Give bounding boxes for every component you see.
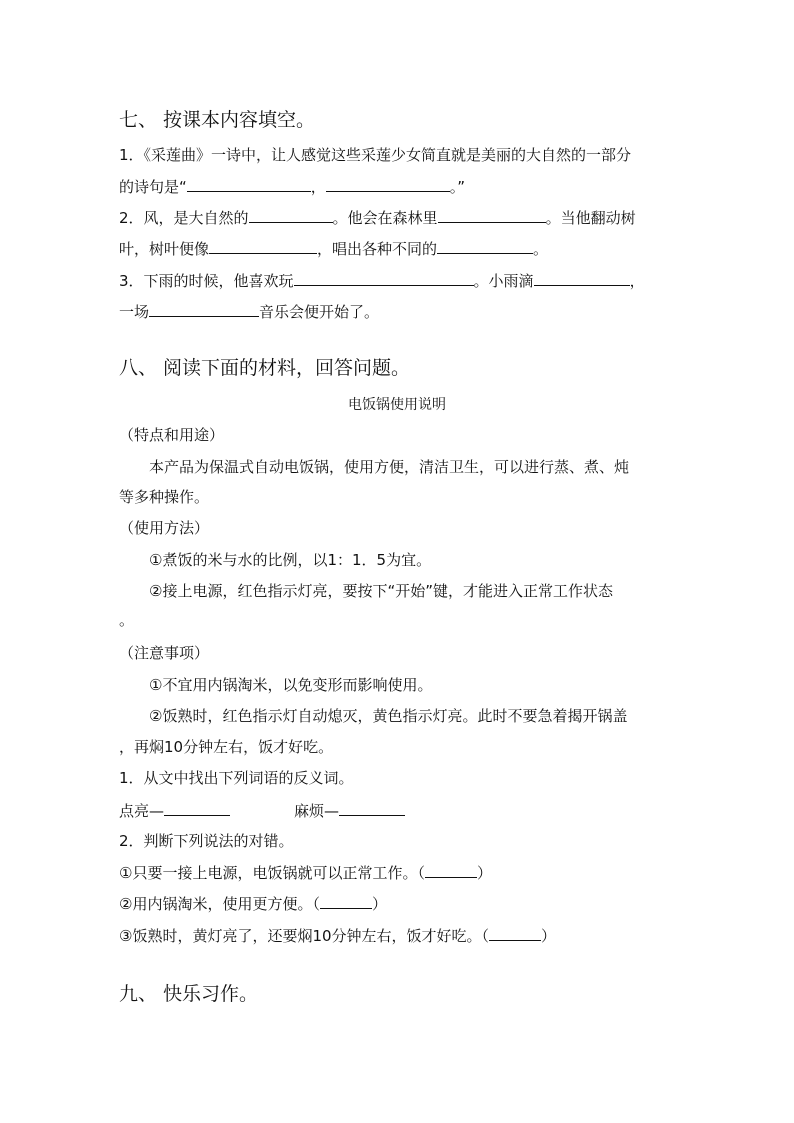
section7-q3-line2: [119, 301, 379, 322]
notes-heading: （注意事项）: [119, 644, 210, 662]
fill-blank[interactable]: [438, 207, 546, 223]
text: 叶，树叶便像: [119, 240, 210, 258]
text: ）: [371, 895, 387, 913]
usage-item-1: ①煮饭的米与水的比例，以1：1．5为宜。: [149, 551, 432, 569]
features-text-2: 等多种操作。: [119, 488, 210, 506]
note-item-2: ②饭熟时，红色指示灯自动熄灭，黄色指示灯亮。此时不要急着揭开锅盖: [149, 707, 628, 725]
fill-blank[interactable]: [534, 270, 630, 286]
text: ）: [476, 864, 492, 882]
text: ，: [629, 272, 645, 290]
section7-q1-line2: [119, 176, 465, 197]
section8-title: 八、 阅读下面的材料，回答问题。: [119, 357, 411, 379]
text: 一场: [119, 303, 150, 321]
text: 3．下雨的时候，他喜欢玩: [119, 272, 294, 290]
question-2-item-1: [119, 862, 492, 883]
section7-q3-line1: [119, 270, 645, 291]
text: 点亮—: [119, 802, 165, 820]
fill-blank[interactable]: [437, 238, 533, 254]
question-2: 2．判断下列说法的对错。: [119, 832, 294, 850]
question-2-item-2: [119, 893, 387, 914]
usage-item-2-end: 。: [119, 611, 135, 629]
section7-title: 七、 按课本内容填空。: [119, 109, 316, 131]
text: 。他会在森林里: [332, 209, 438, 227]
fill-blank[interactable]: [209, 238, 317, 254]
question-1: 1．从文中找出下列词语的反义词。: [119, 769, 354, 787]
fill-blank[interactable]: [339, 800, 405, 816]
text: ，唱出各种不同的: [317, 240, 438, 258]
section9-title: 九、 快乐习作。: [119, 983, 259, 1005]
note-item-2-cont: ，再焖10分钟左右，饭才好吃。: [119, 738, 334, 756]
text: 的诗句是“: [119, 178, 187, 196]
question-2-item-3: [119, 925, 556, 946]
section7-q1-line1: 1．《采莲曲》一诗中，让人感觉这些采莲少女简直就是美丽的大自然的一部分: [119, 146, 632, 164]
section7-q2-line1: [119, 207, 636, 228]
text: 。小雨滴: [473, 272, 534, 290]
text: 。: [533, 240, 549, 258]
fill-blank[interactable]: [187, 176, 311, 192]
features-text-1: 本产品为保温式自动电饭锅，使用方便，清洁卫生，可以进行蒸、煮、炖: [149, 458, 630, 476]
text: ③饭熟时，黄灯亮了，还要焖10分钟左右，饭才好吃。（: [119, 927, 490, 945]
note-item-1: ①不宜用内锅淘米，以免变形而影响使用。: [149, 676, 433, 694]
text: ①只要一接上电源，电饭锅就可以正常工作。（: [119, 864, 425, 882]
answer-blank[interactable]: [320, 893, 372, 909]
text: 音乐会便开始了。: [259, 303, 380, 321]
text: 。”: [449, 178, 466, 196]
features-heading: （特点和用途）: [119, 426, 225, 444]
fill-blank[interactable]: [326, 176, 450, 192]
section7-q2-line2: [119, 238, 548, 259]
fill-blank[interactable]: [249, 207, 333, 223]
usage-heading: （使用方法）: [119, 519, 210, 537]
answer-blank[interactable]: [425, 862, 477, 878]
text: ）: [541, 927, 557, 945]
usage-item-2: ②接上电源，红色指示灯亮，要按下“开始”键，才能进入正常工作状态: [149, 582, 613, 600]
text: ，: [310, 178, 326, 196]
answer-blank[interactable]: [489, 925, 541, 941]
fill-blank[interactable]: [164, 800, 230, 816]
question-1-answers: [119, 800, 405, 821]
text: 。当他翻动树: [545, 209, 636, 227]
text: 2．风，是大自然的: [119, 209, 249, 227]
fill-blank[interactable]: [294, 270, 474, 286]
text: ②用内锅淘米，使用更方便。（: [119, 895, 320, 913]
fill-blank[interactable]: [149, 301, 259, 317]
article-title: 电饭锅使用说明: [348, 397, 446, 413]
text: 麻烦—: [294, 802, 340, 820]
